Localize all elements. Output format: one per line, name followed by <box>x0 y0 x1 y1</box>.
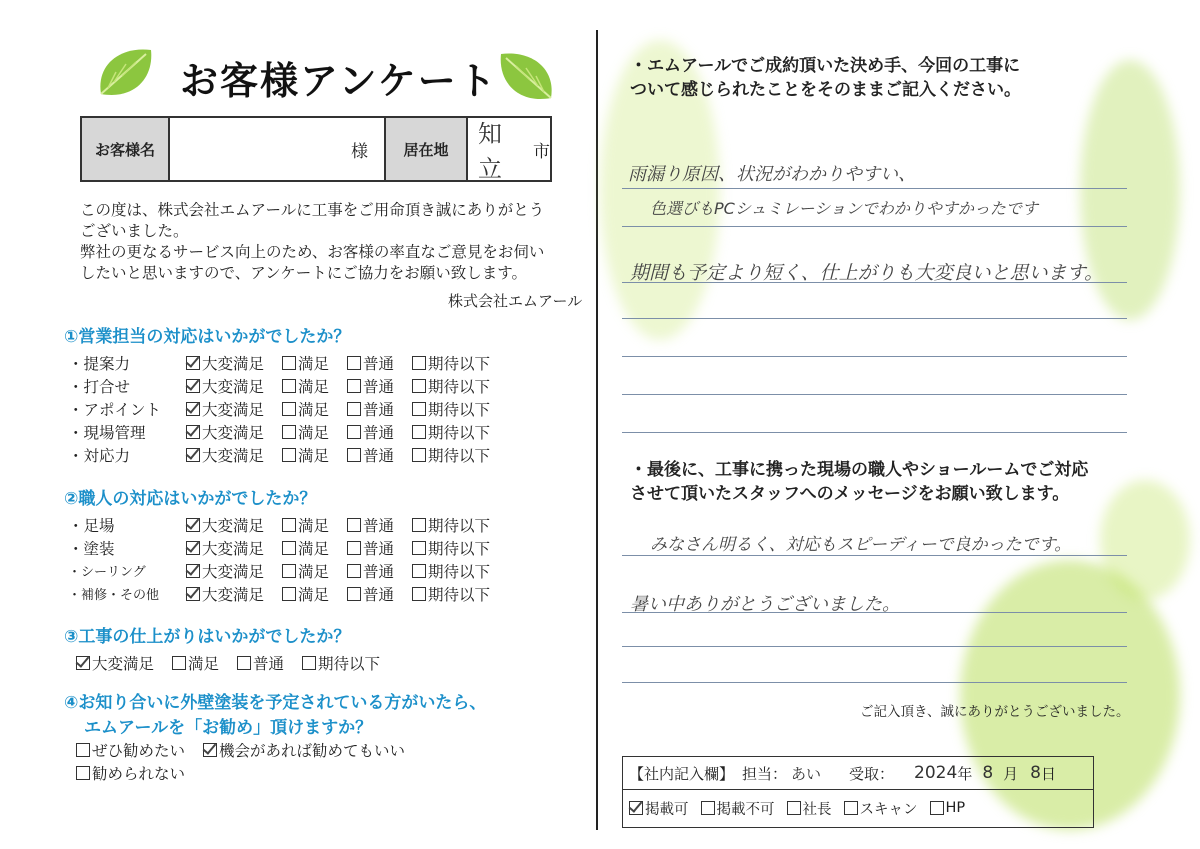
answer-5-line: 雨漏り原因、状況がわかりやすい、 <box>628 164 916 185</box>
option-label: 満足 <box>298 423 330 442</box>
option-label: 機会があれば勧めてもいい <box>219 741 406 760</box>
recommend-options-row <box>76 761 486 784</box>
month-unit: 月 <box>1003 764 1019 783</box>
office-use-box <box>622 756 1094 828</box>
answer-rule <box>622 555 1127 556</box>
received-label: 受取： <box>849 764 895 783</box>
option-label: 大変満足 <box>202 377 265 396</box>
option-label: 満足 <box>188 654 220 673</box>
option-label: 満足 <box>298 539 330 558</box>
office-checkboxes <box>629 795 965 821</box>
checkbox[interactable] <box>347 356 361 370</box>
option-normal[interactable] <box>347 560 394 582</box>
option-normal[interactable] <box>347 352 394 374</box>
checkbox[interactable] <box>282 518 296 532</box>
answer-rule <box>622 318 1127 319</box>
option-label: 期待以下 <box>428 423 491 442</box>
checkbox[interactable] <box>302 656 316 670</box>
customer-info-table <box>80 116 552 182</box>
option-very-satisfied[interactable] <box>186 560 264 582</box>
rating-row <box>68 513 508 536</box>
option-very-satisfied[interactable] <box>76 652 154 674</box>
answer-rule <box>622 432 1127 433</box>
intro-line: したいと思いますので、アンケートにご協力をお願い致します。 <box>80 264 528 282</box>
rating-row <box>68 443 508 466</box>
option-label: 期待以下 <box>428 562 491 581</box>
checkbox[interactable] <box>76 743 90 757</box>
option-label: 満足 <box>298 516 330 535</box>
residence-field[interactable] <box>468 118 550 183</box>
checkbox[interactable] <box>347 587 361 601</box>
company-signature: 株式会社エムアール <box>448 292 583 310</box>
option-very-satisfied[interactable] <box>186 444 264 466</box>
row-label: ・シーリング <box>68 565 146 580</box>
option-below-expectation[interactable] <box>412 352 490 374</box>
option-definitely-recommend[interactable] <box>76 739 185 761</box>
option-label: 満足 <box>298 400 330 419</box>
option-label: 普通 <box>363 562 395 581</box>
option-label: 大変満足 <box>92 654 155 673</box>
checkbox[interactable] <box>282 448 296 462</box>
option-satisfied[interactable] <box>282 583 329 605</box>
checkbox[interactable] <box>347 541 361 555</box>
intro-line: 弊社の更なるサービス向上のため、お客様の率直なご意見をお伺い <box>80 243 545 261</box>
question-4-title-line2: エムアールを「お勧め」頂けますか？ <box>84 718 373 738</box>
option-label: 期待以下 <box>428 539 491 558</box>
day-unit: 日 <box>1041 764 1057 783</box>
staff-label: 担当： <box>742 764 788 783</box>
option-satisfied[interactable] <box>282 398 329 420</box>
page-divider <box>596 30 598 830</box>
answer-rule <box>622 188 1127 189</box>
option-satisfied[interactable] <box>282 444 329 466</box>
option-very-satisfied[interactable] <box>186 537 264 559</box>
checkbox[interactable] <box>412 425 426 439</box>
row-label: ・足場 <box>68 516 115 535</box>
rating-row <box>68 397 508 420</box>
question-6-line: ・最後に、工事に携った現場の職人やショールームでご対応 <box>630 460 1089 480</box>
checkbox[interactable] <box>282 379 296 393</box>
option-normal[interactable] <box>237 652 284 674</box>
option-very-satisfied[interactable] <box>186 514 264 536</box>
checkbox[interactable] <box>701 801 715 815</box>
option-below-expectation[interactable] <box>412 583 490 605</box>
option-label: 大変満足 <box>202 423 265 442</box>
checkbox[interactable] <box>186 356 200 370</box>
answer-rule <box>622 394 1127 395</box>
option-below-expectation[interactable] <box>412 421 490 443</box>
option-label: 満足 <box>298 377 330 396</box>
residence-value: 知立 <box>478 120 502 183</box>
answer-6-line: みなさん明るく、対応もスピーディーで良かったです。 <box>650 535 1072 555</box>
checkbox[interactable] <box>172 656 186 670</box>
row-label: ・現場管理 <box>68 423 146 442</box>
received-year: 2024 <box>914 763 958 783</box>
option-label: 満足 <box>298 562 330 581</box>
checkbox[interactable] <box>186 425 200 439</box>
checkbox[interactable] <box>930 801 944 815</box>
received-day: 8 <box>1030 763 1041 783</box>
answer-rule <box>622 356 1127 357</box>
option-very-satisfied[interactable] <box>186 583 264 605</box>
option-label: ぜひ勧めたい <box>92 741 186 760</box>
residence-label: 居在地 <box>386 118 468 180</box>
rating-row <box>68 351 508 374</box>
checkbox[interactable] <box>412 564 426 578</box>
checkbox[interactable] <box>282 541 296 555</box>
option-label: 普通 <box>363 539 395 558</box>
question-2 <box>64 484 508 605</box>
option-label: 期待以下 <box>428 585 491 604</box>
option-label: 普通 <box>363 423 395 442</box>
option-label: 普通 <box>363 354 395 373</box>
city-suffix: 市 <box>533 141 550 162</box>
question-2-rows <box>68 513 508 605</box>
customer-name-label: お客様名 <box>82 118 170 180</box>
row-label: ・補修・その他 <box>68 588 160 603</box>
option-label: 満足 <box>298 585 330 604</box>
question-4 <box>64 688 486 784</box>
option-satisfied[interactable] <box>282 514 329 536</box>
option-label: 勧められない <box>92 764 186 783</box>
checkbox[interactable] <box>412 448 426 462</box>
option-very-satisfied[interactable] <box>186 375 264 397</box>
rating-row <box>76 651 398 674</box>
checkbox[interactable] <box>186 564 200 578</box>
rating-row <box>68 374 508 397</box>
answer-rule <box>622 646 1127 647</box>
option-label: 満足 <box>298 446 330 465</box>
option-label: 社長 <box>802 801 832 818</box>
option-satisfied[interactable] <box>282 537 329 559</box>
option-label: 期待以下 <box>318 654 381 673</box>
checkbox[interactable] <box>347 518 361 532</box>
rating-row <box>68 536 508 559</box>
honorific: 様 <box>351 141 368 162</box>
option-recommend-if-chance[interactable] <box>203 739 405 761</box>
rating-row <box>68 582 508 605</box>
checkbox[interactable] <box>186 448 200 462</box>
option-below-expectation[interactable] <box>412 514 490 536</box>
option-label: 期待以下 <box>428 400 491 419</box>
answer-5-line: 期間も予定より短く、仕上がりも大変良いと思います。 <box>630 262 1104 284</box>
checkbox[interactable] <box>186 587 200 601</box>
option-very-satisfied[interactable] <box>186 421 264 443</box>
checkbox[interactable] <box>412 356 426 370</box>
rating-row <box>68 420 508 443</box>
leaf-right-icon <box>496 48 556 104</box>
checkbox[interactable] <box>412 402 426 416</box>
option-normal[interactable] <box>347 375 394 397</box>
intro-line: ございました。 <box>80 222 189 240</box>
checkbox[interactable] <box>76 656 90 670</box>
checkbox[interactable] <box>787 801 801 815</box>
question-5-line: ついて感じられたことをそのままご記入ください。 <box>630 80 1021 100</box>
checkbox[interactable] <box>282 425 296 439</box>
recommend-options-row <box>76 738 486 761</box>
office-label: 【社内記入欄】 <box>629 764 735 783</box>
checkbox[interactable] <box>282 356 296 370</box>
option-below-expectation[interactable] <box>412 398 490 420</box>
option-label: 大変満足 <box>202 562 265 581</box>
option-very-satisfied[interactable] <box>186 398 264 420</box>
check-scan[interactable] <box>844 798 918 819</box>
checkbox[interactable] <box>282 402 296 416</box>
row-label: ・対応力 <box>68 446 131 465</box>
option-label: 大変満足 <box>202 516 265 535</box>
option-satisfied[interactable] <box>282 352 329 374</box>
question-1-rows <box>68 351 508 466</box>
row-label: ・提案力 <box>68 354 131 373</box>
checkbox[interactable] <box>186 402 200 416</box>
option-label: 普通 <box>363 516 395 535</box>
question-5-line: ・エムアールでご成約頂いた決め手、今回の工事に <box>630 56 1021 76</box>
year-unit: 年 <box>957 764 973 783</box>
checkbox[interactable] <box>282 587 296 601</box>
check-hp[interactable] <box>930 800 966 816</box>
option-label: 大変満足 <box>202 539 265 558</box>
checkbox[interactable] <box>186 379 200 393</box>
option-label: 大変満足 <box>202 354 265 373</box>
option-very-satisfied[interactable] <box>186 352 264 374</box>
option-label: 期待以下 <box>428 377 491 396</box>
option-label: 大変満足 <box>202 446 265 465</box>
foliage-decoration <box>1100 480 1190 600</box>
option-label: 普通 <box>253 654 285 673</box>
question-4-title-line1: ④お知り合いに外壁塗装を予定されている方がいたら、 <box>64 693 487 713</box>
closing-message: ご記入頂き、誠にありがとうございました。 <box>860 704 1130 720</box>
checkbox[interactable] <box>282 564 296 578</box>
office-use-header <box>623 757 1093 790</box>
row-label: ・アポイント <box>68 400 162 419</box>
option-label: 期待以下 <box>428 446 491 465</box>
question-1-title: ①営業担当の対応はいかがでしたか？ <box>64 327 351 347</box>
option-label: スキャン <box>859 801 918 818</box>
option-label: 普通 <box>363 585 395 604</box>
check-publishable[interactable] <box>629 798 689 819</box>
option-label: 普通 <box>363 446 395 465</box>
question-6 <box>630 458 1088 506</box>
checkbox[interactable] <box>203 743 217 757</box>
option-satisfied[interactable] <box>172 652 219 674</box>
checkbox[interactable] <box>76 766 90 780</box>
option-label: 大変満足 <box>202 400 265 419</box>
checkbox[interactable] <box>412 587 426 601</box>
option-label: 満足 <box>298 354 330 373</box>
leaf-left-icon <box>96 44 156 100</box>
option-below-expectation[interactable] <box>302 652 380 674</box>
option-below-expectation[interactable] <box>412 375 490 397</box>
option-normal[interactable] <box>347 421 394 443</box>
checkbox[interactable] <box>347 425 361 439</box>
check-not-publishable[interactable] <box>701 798 775 819</box>
option-label: 期待以下 <box>428 354 491 373</box>
option-label: 掲載不可 <box>716 801 775 818</box>
option-cannot-recommend[interactable] <box>76 762 185 784</box>
option-below-expectation[interactable] <box>412 537 490 559</box>
question-3-title: ③工事の仕上がりはいかがでしたか？ <box>64 627 351 647</box>
answer-rule <box>622 682 1127 683</box>
option-label: 掲載可 <box>645 801 689 818</box>
checkbox[interactable] <box>347 564 361 578</box>
check-president[interactable] <box>787 798 832 819</box>
checkbox[interactable] <box>629 801 643 815</box>
option-satisfied[interactable] <box>282 375 329 397</box>
answer-5-line: 色選びもPCシュミレーションでわかりやすかったです <box>650 199 1038 218</box>
checkbox[interactable] <box>186 518 200 532</box>
answer-rule <box>622 226 1127 227</box>
staff-value: あい <box>791 764 822 783</box>
checkbox[interactable] <box>412 518 426 532</box>
option-satisfied[interactable] <box>282 560 329 582</box>
option-normal[interactable] <box>347 398 394 420</box>
checkbox[interactable] <box>186 541 200 555</box>
row-label: ・塗装 <box>68 539 115 558</box>
checkbox[interactable] <box>347 379 361 393</box>
option-normal[interactable] <box>347 514 394 536</box>
question-2-title: ②職人の対応はいかがでしたか？ <box>64 489 317 509</box>
option-normal[interactable] <box>347 583 394 605</box>
option-normal[interactable] <box>347 444 394 466</box>
option-label: 普通 <box>363 400 395 419</box>
row-label: ・打合せ <box>68 377 131 396</box>
answer-6-line: 暑い中ありがとうございました。 <box>630 594 900 615</box>
question-6-line: させて頂いたスタッフへのメッセージをお願い致します。 <box>630 484 1070 504</box>
option-below-expectation[interactable] <box>412 560 490 582</box>
checkbox[interactable] <box>347 448 361 462</box>
option-normal[interactable] <box>347 537 394 559</box>
checkbox[interactable] <box>237 656 251 670</box>
option-label: 大変満足 <box>202 585 265 604</box>
intro-line: この度は、株式会社エムアールに工事をご用命頂き誠にありがとう <box>80 201 545 219</box>
question-1 <box>64 322 508 466</box>
checkbox[interactable] <box>412 541 426 555</box>
page-title: お客様アンケート <box>180 59 498 103</box>
checkbox[interactable] <box>347 402 361 416</box>
received-month: 8 <box>982 763 994 783</box>
checkbox[interactable] <box>844 801 858 815</box>
option-below-expectation[interactable] <box>412 444 490 466</box>
checkbox[interactable] <box>412 379 426 393</box>
customer-name-field[interactable] <box>170 118 386 180</box>
option-label: HP <box>945 800 966 816</box>
question-5 <box>630 54 1021 102</box>
option-label: 普通 <box>363 377 395 396</box>
option-satisfied[interactable] <box>282 421 329 443</box>
question-3 <box>64 622 398 674</box>
rating-row <box>68 559 508 582</box>
option-label: 期待以下 <box>428 516 491 535</box>
intro-text <box>80 200 600 284</box>
